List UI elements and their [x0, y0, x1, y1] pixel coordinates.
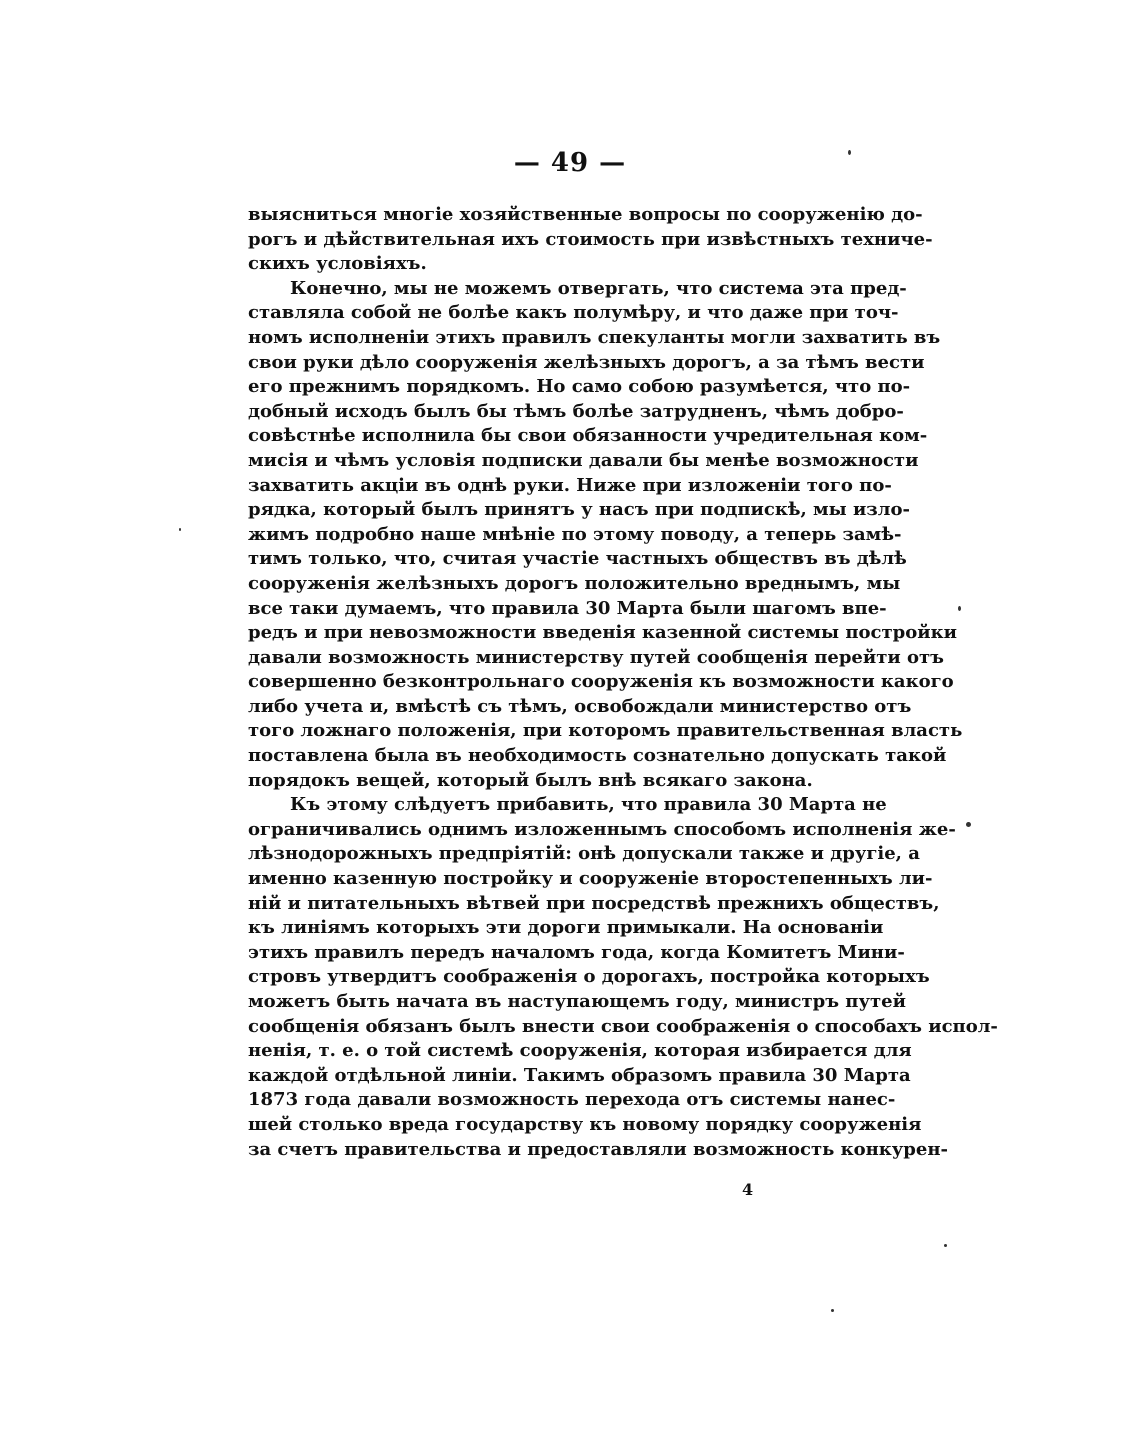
text-line: рогъ и дѣйствительная ихъ стоимость при извѣстныхъ техниче- — [248, 228, 933, 250]
text-line: выясниться многіе хозяйственные вопросы по сооруженію до- — [248, 204, 923, 225]
text-line: совѣстнѣе исполнила бы свои обязанности учредительная ком- — [248, 425, 928, 447]
text-line: скихъ условіяхъ. — [248, 253, 427, 275]
text-line: сооруженія желѣзныхъ дорогъ положительно вреднымъ, мы — [248, 572, 901, 594]
text-line: редъ и при невозможности введенія казенной системы постройки — [248, 622, 957, 644]
text-line: ставляла собой не болѣе какъ полумѣру, и что даже при точ- — [248, 302, 899, 324]
text-line: либо учета и, вмѣстѣ съ тѣмъ, освобождали министерство отъ — [248, 695, 912, 717]
scan-speck — [958, 606, 961, 611]
text-line: мисія и чѣмъ условія подписки давали бы менѣе возможности — [248, 449, 919, 471]
text-line: рядка, который былъ принятъ у насъ при подпискѣ, мы изло- — [248, 499, 910, 521]
text-line: именно казенную постройку и сооруженіе второстепенныхъ ли- — [248, 868, 933, 890]
text-line: ненія, т. е. о той системѣ сооруженія, которая избирается для — [248, 1040, 912, 1062]
scan-speck — [944, 1244, 947, 1247]
text-line: порядокъ вещей, который былъ внѣ всякаго закона. — [248, 769, 813, 791]
text-line: того ложнаго положенія, при которомъ правительственная власть — [248, 720, 963, 742]
text-line: захватить акціи въ однѣ руки. Ниже при изложеніи того по- — [248, 474, 892, 496]
text-line: свои руки дѣло сооруженія желѣзныхъ дорогъ, а за тѣмъ вести — [248, 351, 925, 373]
text-line: номъ исполненіи этихъ правилъ спекуланты могли захватить въ — [248, 326, 941, 348]
text-line: этихъ правилъ передъ началомъ года, когда Комитетъ Мини- — [248, 941, 905, 963]
text-line: все таки думаемъ, что правила 30 Марта были шагомъ впе- — [248, 597, 887, 619]
text-line: добный исходъ былъ бы тѣмъ болѣе затрудненъ, чѣмъ добро- — [248, 400, 904, 422]
scan-speck — [966, 822, 971, 827]
signature-mark: 4 — [742, 1180, 754, 1199]
scan-speck — [848, 150, 851, 155]
text-line: совершенно безконтрольнаго сооруженія къ возможности какого — [248, 671, 954, 693]
text-line: жимъ подробно наше мнѣніе по этому поводу, а теперь замѣ- — [248, 523, 902, 545]
scan-speck — [831, 1309, 834, 1312]
scan-speck — [179, 528, 181, 531]
text-line: его прежнимъ порядкомъ. Но само собою разумѣется, что по- — [248, 376, 911, 398]
text-line: Конечно, мы не можемъ отвергать, что система эта пред- — [290, 277, 907, 299]
page-number: — 49 — — [513, 148, 627, 178]
text-line: Къ этому слѣдуетъ прибавить, что правила 30 Марта не — [290, 794, 887, 816]
text-line: за счетъ правительства и предоставляли возможность конкурен- — [248, 1138, 948, 1160]
text-line: давали возможность министерству путей сообщенія перейти отъ — [248, 646, 944, 668]
body-text — [248, 203, 998, 1162]
text-line: ній и питательныхъ вѣтвей при посредствѣ прежнихъ обществъ, — [248, 892, 940, 914]
text-line: ограничивались однимъ изложеннымъ способомъ исполненія же- — [248, 818, 956, 840]
text-line: шей столько вреда государству къ новому порядку сооруженія — [248, 1113, 922, 1135]
text-line: каждой отдѣльной линіи. Такимъ образомъ правила 30 Марта — [248, 1064, 911, 1086]
text-line: лѣзнодорожныхъ предпріятій: онѣ допускали также и другіе, а — [248, 843, 920, 865]
text-line: сообщенія обязанъ былъ внести свои соображенія о способахъ испол- — [248, 1015, 998, 1037]
text-line: къ линіямъ которыхъ эти дороги примыкали. На основаніи — [248, 917, 884, 939]
text-line: 1873 года давали возможность перехода отъ системы нанес- — [248, 1089, 896, 1111]
text-line: можетъ быть начата въ наступающемъ году, министръ путей — [248, 991, 906, 1012]
text-line: тимъ только, что, считая участіе частныхъ обществъ въ дѣлѣ — [248, 548, 907, 570]
text-line: поставлена была въ необходимость сознательно допускать такой — [248, 745, 947, 767]
text-line: стровъ утвердитъ соображенія о дорогахъ, постройка которыхъ — [248, 966, 930, 988]
